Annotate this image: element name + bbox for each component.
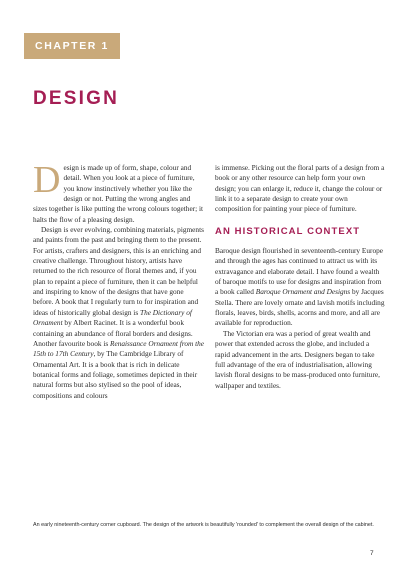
paragraph-text: by Albert Racinet. It is a wonderful book containing an abundance of floral borders and designs. Another favourite book is	[33, 318, 193, 348]
section-heading: AN HISTORICAL CONTEXT	[215, 225, 361, 237]
book-title-baroque: Baroque Ornament and Designs	[255, 287, 351, 297]
figure-caption: An early nineteenth-century corner cupboard. The design of the artwork is beautifully 'rounded' to complement the overall design of the cabinet.	[33, 522, 374, 528]
intro-paragraph	[33, 159, 205, 225]
continued-paragraph: is immense. Picking out the floral parts of a design from a book or any other resource can help form your own design; you can enlarge it, reduce it, change the colour or link it to a separate design to create your own composition for painting your piece of furniture.	[215, 163, 385, 214]
paragraph-text: , by The Cambridge Library of Ornamental Art. It is a book that is rich in delicate botanical forms and foliage, sometimes depicted in their natural forms but also stylised so the pool of ideas, compositions and colours	[33, 349, 198, 400]
paragraph-text: Baroque design flourished in seventeenth-century Europe and through the ages has continued to attract us with its extravagance and elaborate detail. I have found a wealth of baroque motifs to use for designs and inspiration from a book called	[215, 246, 383, 297]
right-text-column	[215, 163, 385, 391]
page-number: 7	[370, 550, 374, 557]
baroque-paragraph	[215, 246, 385, 329]
paragraph-text: Design is ever evolving, combining materials, pigments and paints from the past and bringing them to the present. For artists, crafters and designers, this is an enriching and creative challenge. Throughout history, artists have returned to the rich resource of floral themes and, if you plan to repaint a piece of furniture, then it can be helpful and inspiring to know of the designs that have gone before. A book that I regularly turn to for inspiration and ideas of historically global design is	[33, 225, 204, 317]
intro-text: esign is made up of form, shape, colour and detail. When you look at a piece of furniture, you know instinctively whether you like the design or not. Putting the wrong angles and sizes together is like putting the wrong colours together; it halts the flow of a pleasing design.	[33, 163, 204, 224]
page-title: DESIGN	[33, 88, 120, 109]
paragraph-text: by Jacques Stella. There are lovely ornate and lavish motifs including florals, leaves, birds, shells, acorns and more, and all are available for reproduction.	[215, 287, 385, 328]
design-evolving-paragraph	[33, 225, 205, 401]
left-text-column	[33, 159, 205, 401]
victorian-paragraph: The Victorian era was a period of great wealth and power that extended across the globe, and included a rapid advancement in the arts. Designers began to take full advantage of the era of industrialisation, allowing lavish floral designs to be mass-produced onto furniture, wallpaper and textiles.	[215, 328, 380, 390]
chapter-label: CHAPTER 1	[24, 33, 120, 59]
book-title-renaissance: Renaissance Ornament from the 15th to 17th Century	[33, 338, 204, 359]
drop-cap: D	[33, 159, 61, 201]
book-title-dictionary: The Dictionary of Ornament	[33, 307, 192, 328]
